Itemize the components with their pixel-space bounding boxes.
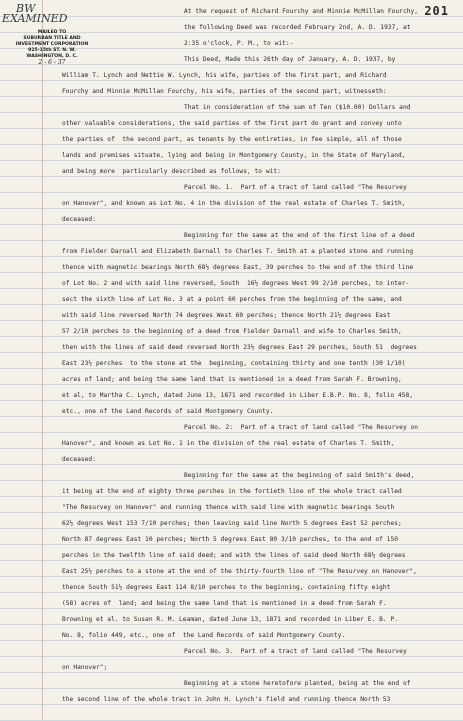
text-line: This Deed, Made this 26th day of January, A. D. 1937, by [184, 56, 396, 63]
text-line: 2:35 o'clock, P. M., to wit:- [184, 40, 294, 47]
ruled-line [0, 608, 463, 609]
text-line: Hanover", and known as Lot No. 1 in the division of the real estate of Charles T. Smith, [62, 440, 395, 447]
ruled-line [0, 576, 463, 577]
stamp-line: 925-15th ST. N. W. [28, 48, 76, 53]
text-line: the parties of the second part, as tenants by the entireties, in fee simple, all of those [62, 136, 402, 143]
text-line: Parcel No. 3. Part of a tract of land called "The Resurvey [184, 648, 407, 655]
ruled-line [0, 688, 463, 689]
ruled-line [0, 624, 463, 625]
ruled-line [0, 528, 463, 529]
text-line: Fourchy and Minnie McMillan Fourchy, his wife, parties of the second part, witnesseth: [62, 88, 387, 95]
ruled-line [0, 544, 463, 545]
text-line: and being more particularly described as follows, to wit: [62, 168, 281, 175]
ruled-line [0, 400, 463, 401]
text-line: No. 8, folio 449, etc., one of the Land Records of said Montgomery County. [62, 632, 346, 639]
page-number: 201 [424, 4, 449, 18]
text-line: East 25½ perches to a stone at the end of the thirty-fourth line of "The Resurvey on Hanover", [62, 568, 417, 575]
ruled-line [0, 240, 463, 241]
text-line: etc., one of the Land Records of said Montgomery County. [62, 408, 274, 415]
ruled-line [0, 160, 463, 161]
text-line: with said line reversed North 74 degrees West 60 perches; thence North 21½ degrees East [62, 312, 391, 319]
ruled-line [0, 704, 463, 705]
text-line: sect the sixth line of Lot No. 3 at a point 60 perches from the beginning of the same, and [62, 296, 402, 303]
text-line: thence with magnetic bearings North 68½ degrees East, 39 perches to the end of the third line [62, 264, 414, 271]
ruled-line [0, 112, 463, 113]
text-line: of Lot No. 2 and with said line reversed, South 16½ degrees West 99 2/10 perches, to inter- [62, 280, 410, 287]
text-line: deceased: [62, 216, 96, 223]
ruled-line [0, 96, 463, 97]
text-line: et al, to Martha C. Lynch, dated June 13, 1871 and recorded in Liber E.B.P. No. 8, folio 458, [62, 392, 414, 399]
ruled-line [0, 272, 463, 273]
handwritten-initials: BW [16, 2, 36, 15]
ruled-line [0, 416, 463, 417]
ruled-line [0, 80, 463, 81]
text-line: other valuable considerations, the said parties of the first part do grant and convey unto [62, 120, 402, 127]
text-line: thence South 51½ degrees East 114 8/10 perches to the beginning, containing fifty eight [62, 584, 391, 591]
text-line: lands and premises situate, lying and being in Montgomery County, in the State of Maryland, [62, 152, 406, 159]
text-line: East 23½ perches to the stone at the beginning, containing thirty and one tenth (30 1/10) [62, 360, 406, 367]
text-line: 57 2/10 perches to the beginning of a deed from Fielder Darnall and wife to Charles Smith, [62, 328, 402, 335]
stamp-line: SUBURBAN TITLE AND [23, 36, 81, 41]
text-line: Parcel No. 2: Part of a tract of land called "The Resurvey on [184, 424, 419, 431]
ruled-line [0, 496, 463, 497]
ruled-line [0, 592, 463, 593]
mailing-stamp [6, 30, 98, 66]
text-line: acres of land; and being the same land that is mentioned in a deed from Sarah F. Browning, [62, 376, 402, 383]
ruled-line [0, 656, 463, 657]
ruled-line [0, 512, 463, 513]
examined-annotation [2, 4, 68, 24]
text-line: Beginning for the same at the end of the first line of a deed [184, 232, 415, 239]
text-line: At the request of Richard Fourchy and Minnie McMillan Fourchy, [184, 8, 419, 15]
ruled-line [0, 384, 463, 385]
ruled-line [0, 448, 463, 449]
text-line: perches in the twelfth line of said deed; and with the lines of said deed North 68½ degrees [62, 552, 406, 559]
ruled-line [0, 128, 463, 129]
ruled-line [0, 304, 463, 305]
handwritten-examined: EXAMINED [2, 12, 68, 25]
text-line: (58) acres of land; and being the same land that is mentioned in a deed from Sarah F. [62, 600, 387, 607]
margin-rule [42, 0, 43, 719]
ruled-line [0, 192, 463, 193]
stamp-line: MAILED TO [37, 30, 67, 35]
ruled-line [0, 672, 463, 673]
ruled-line [0, 432, 463, 433]
text-line: it being at the end of eighty three perches in the fortieth line of the whole tract called [62, 488, 402, 495]
ruled-line [0, 256, 463, 257]
stamp-date: 2 - 6 - 37 [38, 59, 66, 66]
ruled-line [0, 144, 463, 145]
text-line: on Hanover", and known as Lot No. 4 in the division of the real estate of Charles T. Smith, [62, 200, 406, 207]
ruled-line [0, 464, 463, 465]
ruled-line [0, 208, 463, 209]
text-line: "The Resurvey on Hanover" and running thence with said line with magnetic bearings South [62, 504, 395, 511]
text-line: then with the lines of said deed reversed North 23½ degrees East 29 perches, South 51 degrees [62, 344, 417, 351]
text-line: from Fielder Darnall and Elizabeth Darnall to Charles T. Smith at a planted stone and running [62, 248, 414, 255]
ruled-line [0, 320, 463, 321]
ruled-line [0, 16, 463, 17]
ruled-line [0, 352, 463, 353]
text-line: the following Deed was recorded February 2nd, A. D. 1937, at [184, 24, 411, 31]
text-line: on Hanover"; [62, 664, 108, 671]
ruled-line [0, 560, 463, 561]
text-line: Parcel No. 1. Part of a tract of land called "The Resurvey [184, 184, 407, 191]
ruled-line [0, 224, 463, 225]
text-line: Beginning for the same at the beginning of said Smith's deed, [184, 472, 415, 479]
text-line: Browning et al. to Susan R. M. Leaman, dated June 13, 1871 and recorded in Liber E. B. P. [62, 616, 398, 623]
ruled-line [0, 640, 463, 641]
text-line: North 87 degrees East 10 perches; North 5 degrees East 80 3/10 perches, to the end of 150 [62, 536, 398, 543]
stamp-line: WASHINGTON, D. C. [26, 54, 78, 59]
ruled-line [0, 176, 463, 177]
text-line: William T. Lynch and Nettie W. Lynch, his wife, parties of the first part, and Richard [62, 72, 387, 79]
text-line: Beginning at a stone heretofore planted, being at the end of [184, 680, 411, 687]
text-line: deceased: [62, 456, 96, 463]
ruled-line [0, 336, 463, 337]
text-line: 62½ degrees West 153 7/10 perches; then leaving said line North 5 degrees East 52 perches; [62, 520, 402, 527]
text-line: the second line of the whole tract in John H. Lynch's field and running thence North 53 [62, 696, 391, 703]
text-line: That in consideration of the sum of Ten ($10.00) Dollars and [184, 104, 411, 111]
ruled-line [0, 368, 463, 369]
stamp-line: INVESTMENT CORPORATION [15, 42, 89, 47]
ruled-line [0, 480, 463, 481]
ruled-line [0, 288, 463, 289]
